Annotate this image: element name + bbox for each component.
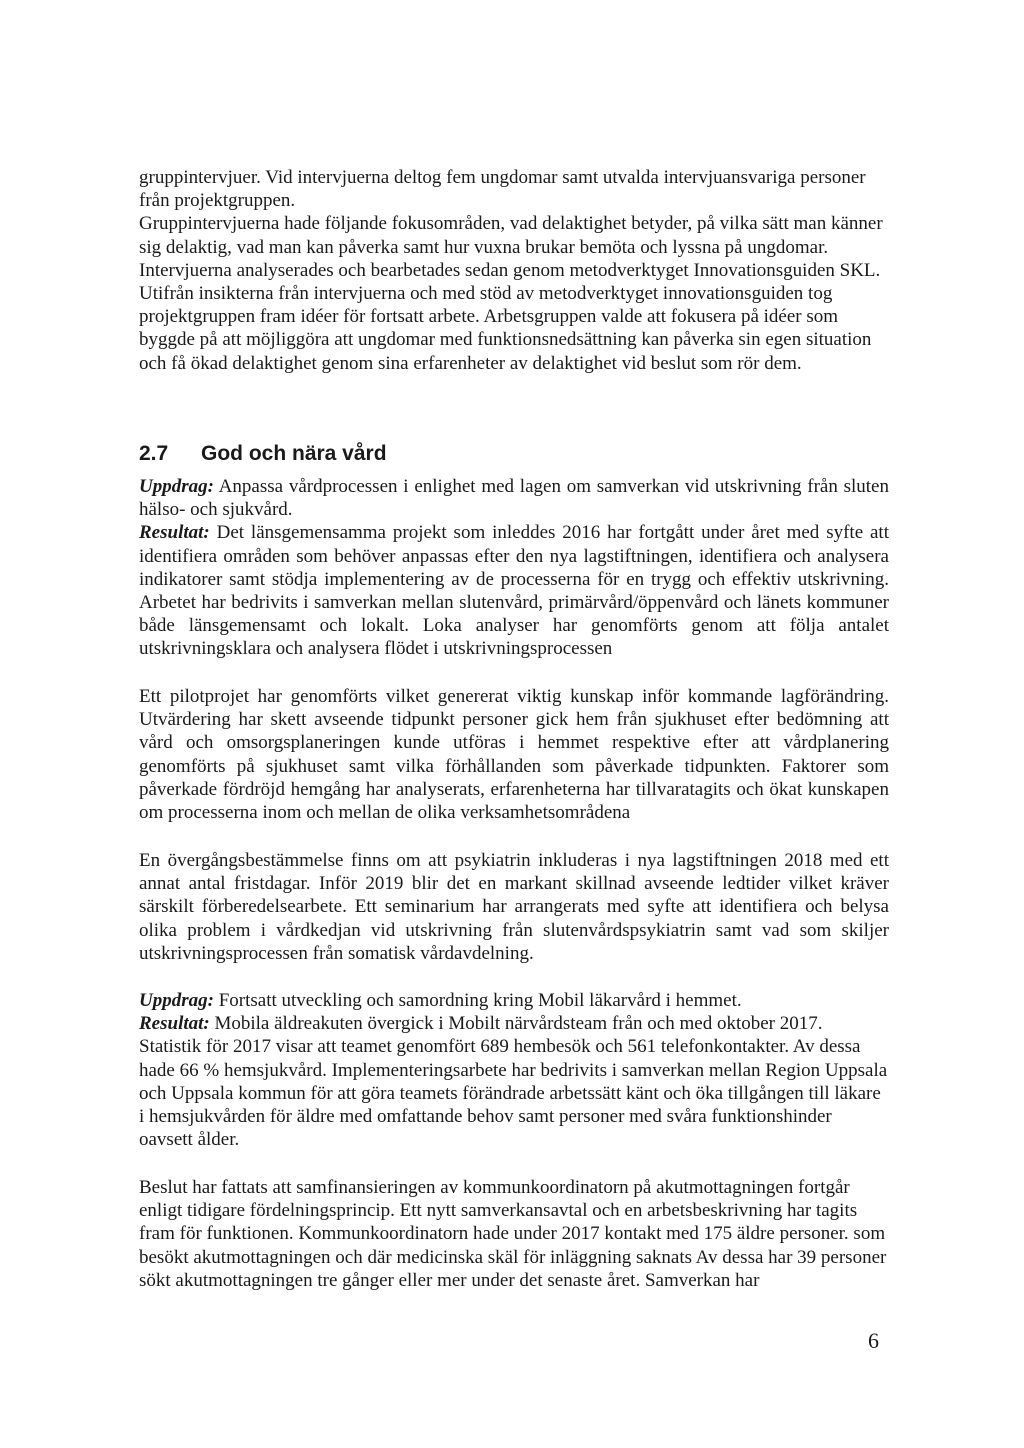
resultat-paragraph-1 xyxy=(139,521,889,660)
intro-section xyxy=(139,166,889,375)
section-heading xyxy=(139,441,387,467)
beslut-paragraph: Beslut har fattats att samfinansieringen av kommunkoordinatorn på akutmottagningen fortgår enligt tidigare fördelningsprincip. Ett nytt samverkansavtal och en arbetsbeskrivning har tagits fram för funktionen. Kommunkoordinatorn hade under 2017 kontakt med 175 äldre personer. som besökt akutmottagningen och där medicinska skäl för inläggning saknats Av dessa har 39 personer sökt akutmottagningen tre gånger eller mer under det senaste året. Samverkan har xyxy=(139,1177,887,1291)
psykiatri-paragraph: En övergångsbestämmelse finns om att psykiatrin inkluderas i nya lagstiftningen 2018 med ett annat antal fristdagar. Inför 2019 blir det en markant skillnad avseende ledtider vilket kräver särskilt förberedelsearbete. Ett seminarium har arrangerats med syfte att identifiera och belysa olika problem i vårdkedjan vid utskrivning från slutenvårdspsykiatrin samt vad som skiljer utskrivningsprocessen från somatisk vårdavdelning. xyxy=(139,850,889,964)
resultat-text: Det länsgemensamma projekt som inleddes 2016 har fortgått under året med syfte att identifiera områden som behöver anpassas efter den nya lagstiftningen, identifiera och analysera indikatorer samt stödja implementering av de processerna för en trygg och effektiv utskrivning. Arbetet har bedrivits i samverkan mellan slutenvård, primärvård/öppenvård och länets kommuner både länsgemensamt och lokalt. Loka analyser har genomförts genom att följa antalet utskrivningsklara och analysera flödet i utskrivningsprocessen xyxy=(139,522,889,660)
uppdrag-label: Uppdrag: xyxy=(139,476,214,497)
intro-paragraph-3: Utifrån insikterna från intervjuerna och med stöd av metodverktyget innovationsguiden tog projektgruppen fram idéer för fortsatt arbete. Arbetsgruppen valde att fokusera på idéer som byggde på att möjliggöra att ungdomar med funktionsnedsättning kan påverka sin egen situation och få ökad delaktighet genom sina erfarenheter av delaktighet vid beslut som rör dem. xyxy=(139,283,872,374)
uppdrag-paragraph-2 xyxy=(139,989,889,1012)
section-number: 2.7 xyxy=(139,442,169,465)
beslut-paragraph-wrap xyxy=(139,1176,889,1292)
section-title: God och nära vård xyxy=(201,442,387,465)
uppdrag-text-2: Fortsatt utveckling och samordning kring Mobil läkarvård i hemmet. xyxy=(213,990,742,1011)
psykiatri-paragraph-wrap xyxy=(139,849,889,965)
page-number: 6 xyxy=(868,1328,879,1353)
resultat-label-2: Resultat: xyxy=(139,1013,210,1035)
intro-paragraph-2: Gruppintervjuerna hade följande fokusområden, vad delaktighet betyder, på vilka sätt man känner sig delaktig, vad man kan påverka samt hur vuxna brukar bemöta och lyssna på ungdomar. Intervjuerna analyserades och bearbetades sedan genom metodverktyget Innovationsguiden SKL. xyxy=(139,213,883,281)
section-body-1 xyxy=(139,475,889,661)
resultat-paragraph-2 xyxy=(139,1012,889,1151)
uppdrag-label-2: Uppdrag: xyxy=(139,990,214,1011)
resultat-text-2: Mobila äldreakuten övergick i Mobilt närvårdsteam från och med oktober 2017. Statistik för 2017 visar att teamet genomfört 689 hembesök och 561 telefonkontakter. Av dessa hade 66 % hemsjukvård. Implementeringsarbete har bedrivits i samverkan mellan Region Uppsala och Uppsala kommun för att göra teamets förändrade arbetssätt känt och öka tillgången till läkare i hemsjukvården för äldre med omfattande behov samt personer med svåra funktionshinder oavsett ålder. xyxy=(139,1013,888,1151)
uppdrag-text: Anpassa vårdprocessen i enlighet med lagen om samverkan vid utskrivning från sluten hälso- och sjukvård. xyxy=(139,476,889,521)
pilot-paragraph-wrap xyxy=(139,685,889,824)
uppdrag-paragraph-1 xyxy=(139,475,889,521)
pilot-paragraph: Ett pilotprojet har genomförts vilket genererat viktig kunskap inför kommande lagförändring. Utvärdering har skett avseende tidpunkt personer gick hem från sjukhuset efter bedömning att vård och omsorgsplaneringen kunde utföras i hemmet respektive efter att vårdplanering genomförts på sjukhuset samt vilka förhållanden som påverkade tidpunkten. Faktorer som påverkade fördröjd hemgång har analyserats, erfarenheterna har tillvaratagits och ökat kunskapen om processerna inom och mellan de olika verksamhetsområdena xyxy=(139,686,889,824)
section-body-2 xyxy=(139,989,889,1151)
intro-paragraph-1: gruppintervjuer. Vid intervjuerna deltog fem ungdomar samt utvalda intervjuansvariga personer från projektgruppen. xyxy=(139,167,866,212)
resultat-label: Resultat: xyxy=(139,522,210,544)
